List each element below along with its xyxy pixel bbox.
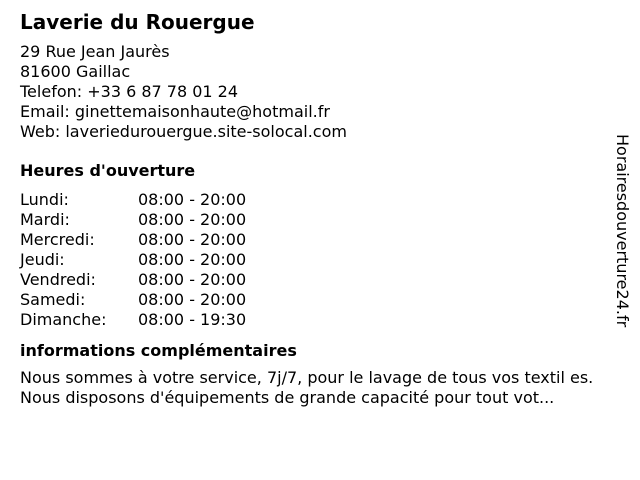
day-hours: 08:00 - 19:30 — [138, 310, 247, 329]
hours-heading: Heures d'ouverture — [20, 161, 196, 180]
phone-line: Telefon: +33 6 87 78 01 24 — [20, 82, 239, 101]
info-paragraph-1: Nous sommes à votre service, 7j/7, pour le lavage de tous vos textil es. — [20, 368, 594, 387]
day-label: Dimanche: — [20, 310, 107, 329]
address-block — [20, 42, 610, 142]
day-label: Mardi: — [20, 210, 70, 229]
day-label: Lundi: — [20, 190, 69, 209]
postal-city: 81600 Gaillac — [20, 62, 131, 81]
day-hours: 08:00 - 20:00 — [138, 250, 247, 269]
hours-table — [20, 190, 610, 330]
site-watermark: Horairesdouverture24.fr — [613, 134, 632, 328]
day-hours: 08:00 - 20:00 — [138, 290, 247, 309]
day-hours: 08:00 - 20:00 — [138, 230, 247, 249]
street-address: 29 Rue Jean Jaurès — [20, 42, 170, 61]
day-label: Mercredi: — [20, 230, 95, 249]
day-label: Samedi: — [20, 290, 86, 309]
web-line: Web: laveriedurouergue.site-solocal.com — [20, 122, 347, 141]
business-name: Laverie du Rouergue — [20, 10, 255, 34]
info-paragraph-2: Nous disposons d'équipements de grande capacité pour tout vot... — [20, 388, 555, 407]
business-card — [20, 8, 610, 408]
day-hours: 08:00 - 20:00 — [138, 190, 247, 209]
info-heading: informations complémentaires — [20, 341, 297, 360]
day-label: Jeudi: — [20, 250, 65, 269]
day-label: Vendredi: — [20, 270, 96, 289]
email-line: Email: ginettemaisonhaute@hotmail.fr — [20, 102, 330, 121]
day-hours: 08:00 - 20:00 — [138, 270, 247, 289]
day-hours: 08:00 - 20:00 — [138, 210, 247, 229]
